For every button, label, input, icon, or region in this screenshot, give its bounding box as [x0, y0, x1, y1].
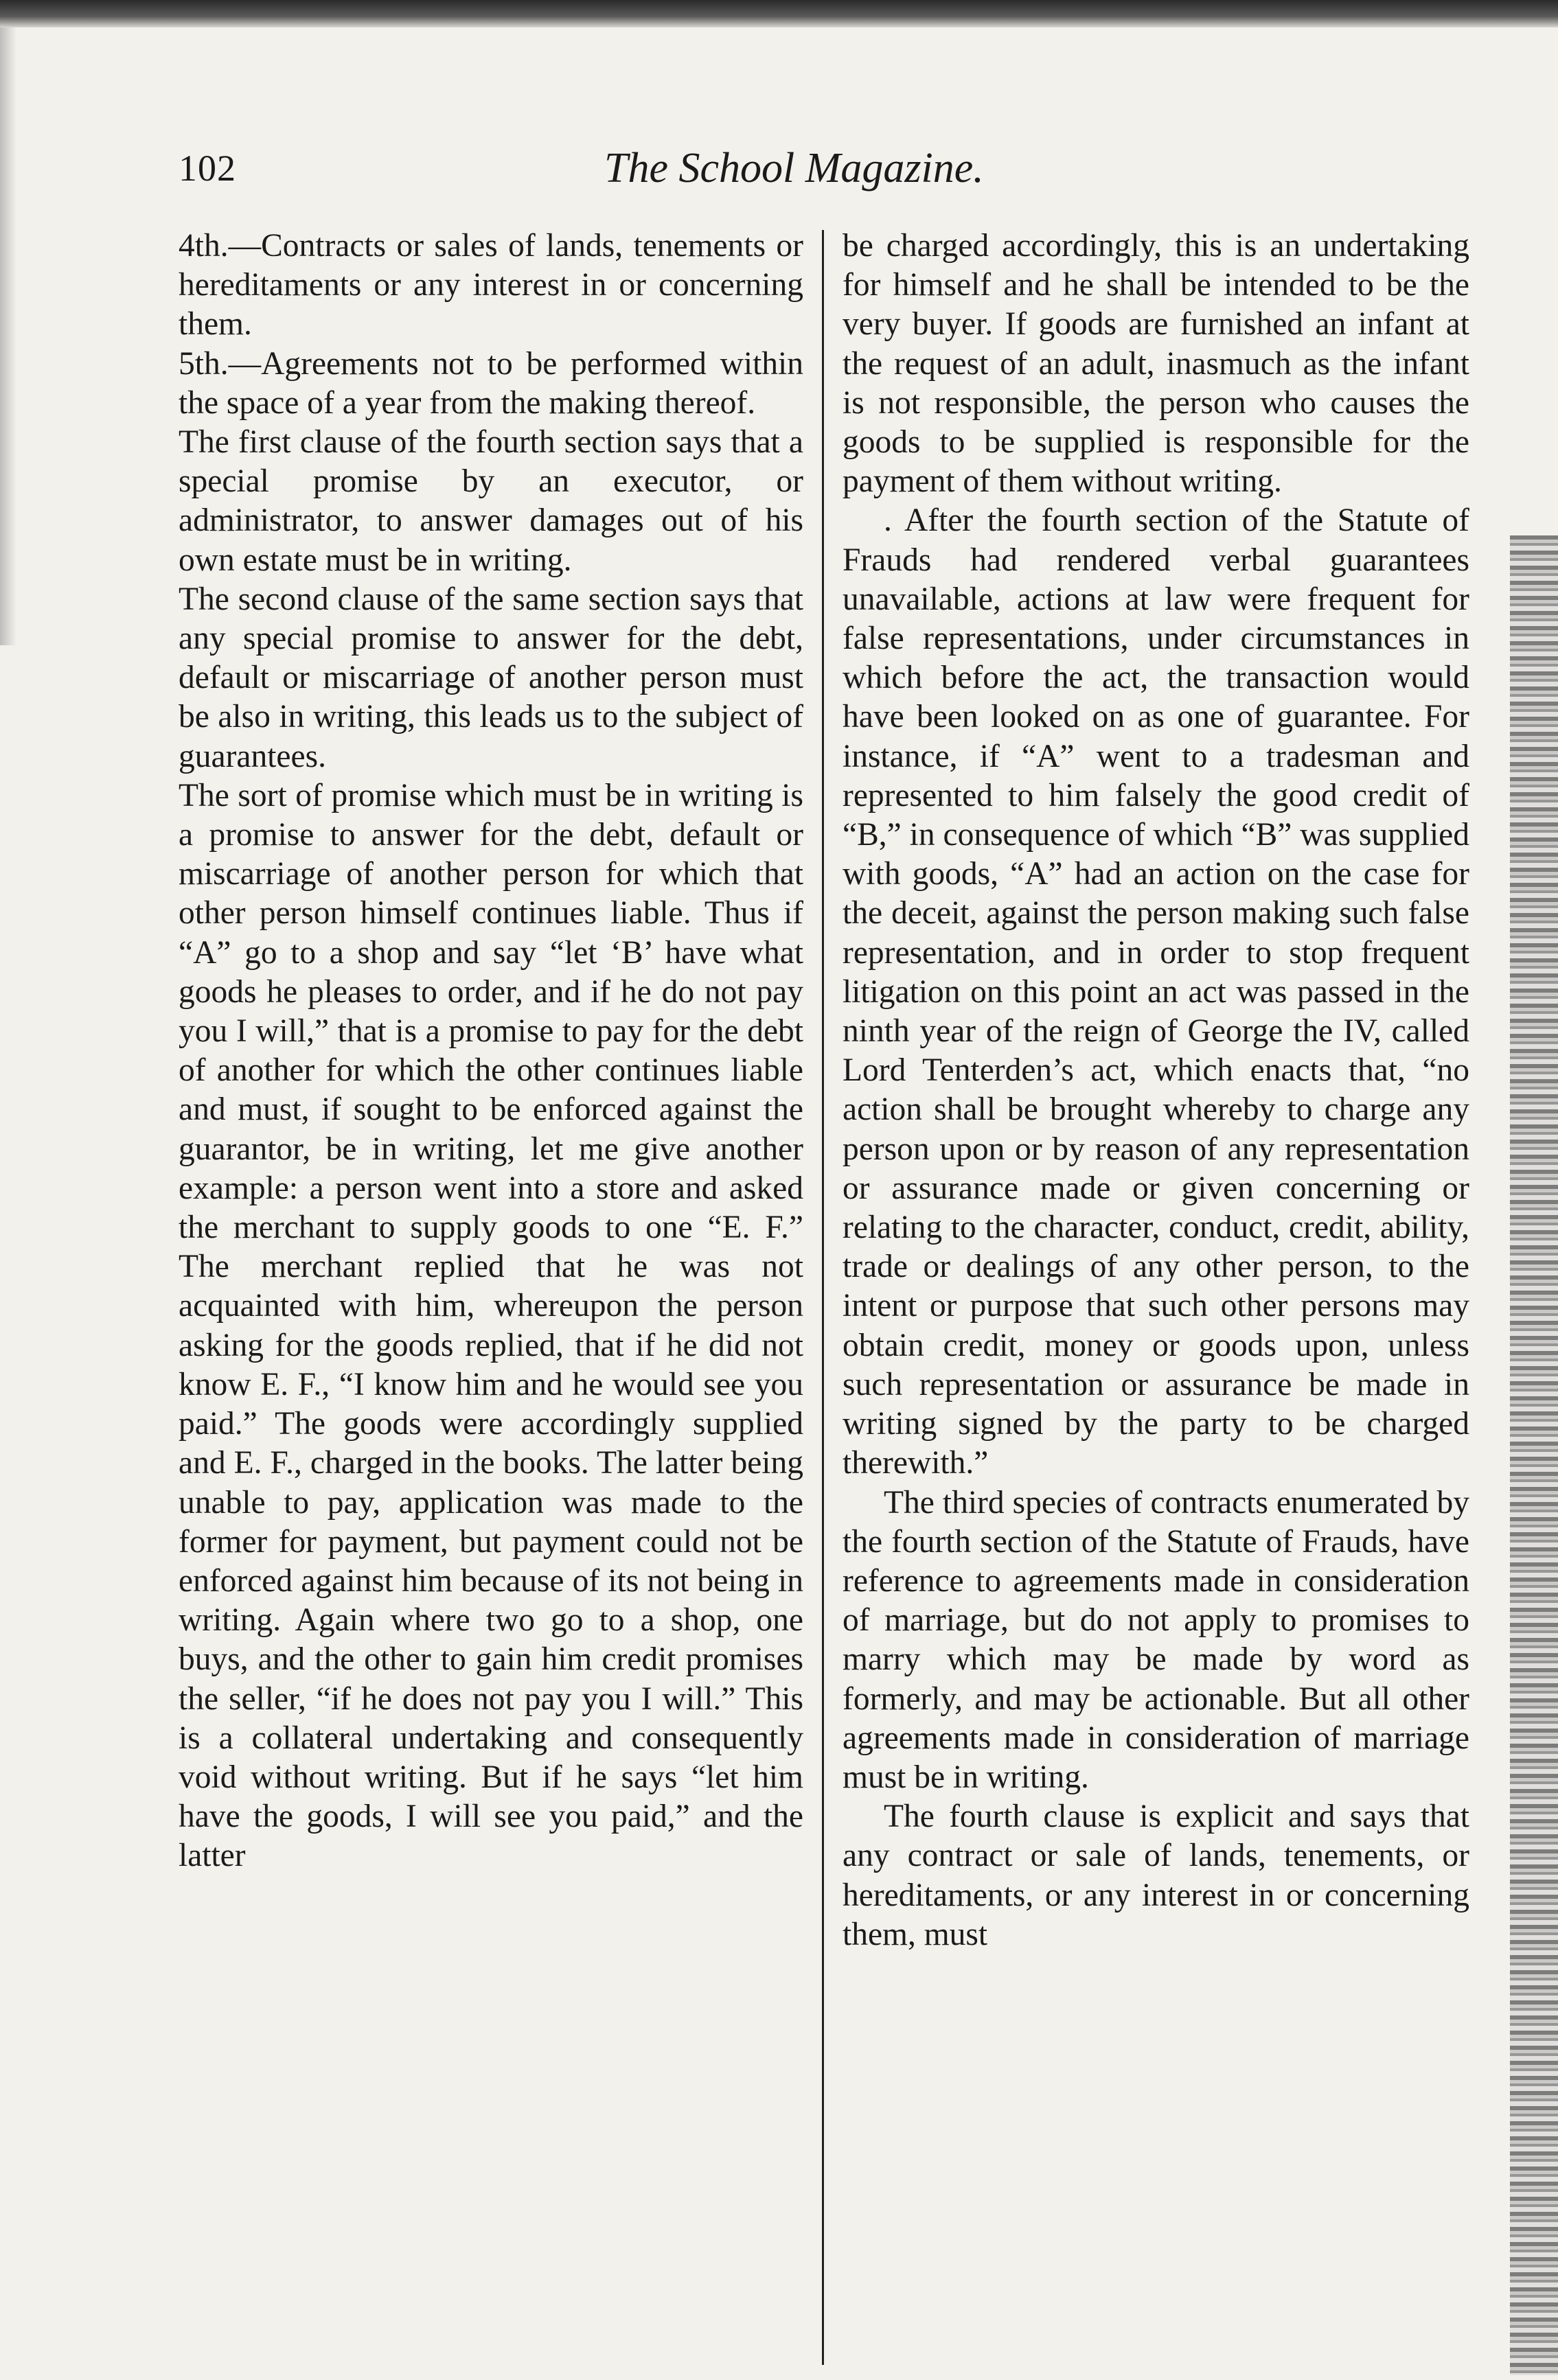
paragraph: The fourth clause is explicit and says that any contract or sale of lands, tenements, or hereditaments, or any interest in or concerning them, must — [843, 1799, 1469, 1952]
scan-edge-right — [1510, 535, 1558, 2375]
right-column — [843, 227, 1469, 1954]
paragraph: The third species of contracts enumerated by the fourth section of the Statute of Frauds, have reference to agreements made in consideration of marriage, but do not apply to promises to marry which may be made by word as formerly, and may be actionable. But all other agreements made in consideration of marriage must be in writing. — [843, 1484, 1469, 1795]
paragraph: 4th.—Contracts or sales of lands, tenements or hereditaments or any interest in or concerning them. — [179, 228, 803, 343]
column-divider — [822, 230, 824, 2365]
paragraph: The second clause of the same section says that any special promise to answer for the debt, default or miscarriage of another person must be also in writing, this leads us to the subject of guarantees. — [179, 581, 803, 774]
paragraph: The first clause of the fourth section says that a special promise by an executor, or administrator, to answer damages out of his own estate must be in writing. — [179, 424, 803, 578]
running-title: The School Magazine. — [604, 145, 984, 192]
scan-edge-top — [0, 0, 1558, 27]
scan-edge-left — [0, 27, 16, 645]
page-number: 102 — [179, 148, 236, 189]
page-header — [179, 137, 1469, 206]
paragraph: . After the fourth section of the Statute of Frauds had rendered verbal guarantees unavailable, actions at law were frequent for false representations, under circumstances in which before the act, the transaction would have been looked on as one of guarantee. For instance, if “A” went to a tradesman and represented to him falsely the good credit of “B,” in consequence of which “B” was supplied with goods, “A” had an action on the case for the deceit, against the person making such false representation, and in order to stop frequent litigation on this point an act was passed in the ninth year of the reign of George the IV, called Lord Tenterden’s act, which enacts that, “no action shall be brought whereby to charge any person upon or by reason of any representation or assurance made or given concerning or relating to the character, conduct, credit, ability, trade or dealings of any other person, to the intent or purpose that such other persons may obtain credit, money or goods upon, unless such representation or assurance be made in writing signed by the party to be charged therewith.” — [843, 502, 1469, 1481]
paragraph: be charged accordingly, this is an undertaking for himself and he shall be intended to be the very buyer. If goods are furnished an infant at the request of an adult, inasmuch as the infant is not responsible, the person who causes the goods to be supplied is responsible for the payment of them without writing. — [843, 228, 1469, 500]
paragraph: The sort of promise which must be in writing is a promise to answer for the debt, default or miscarriage of another person for which that other person himself continues liable. Thus if “A” go to a shop and say “let ‘B’ have what goods he pleases to order, and if he do not pay you I will,” that is a promise to pay for the debt of another for which the other continues liable and must, if sought to be enforced against the guarantor, be in writing, let me give another example: a person went into a store and asked the merchant to supply goods to one “E. F.” The merchant replied that he was not acquainted with him, whereupon the person asking for the goods replied, that if he did not know E. F., “I know him and he would see you paid.” The goods were accordingly supplied and E. F., charged in the books. The latter being unable to pay, application was made to the former for payment, but payment could not be enforced against him because of its not being in writing. Again where two go to a shop, one buys, and the other to gain him credit promises the seller, “if he does not pay you I will.” This is a collateral undertaking and consequently void without writing. But if he says “let him have the goods, I will see you paid,” and the latter — [179, 777, 803, 1874]
left-column — [179, 227, 803, 1876]
paragraph: 5th.—Agreements not to be performed within the space of a year from the making thereof. — [179, 345, 803, 421]
